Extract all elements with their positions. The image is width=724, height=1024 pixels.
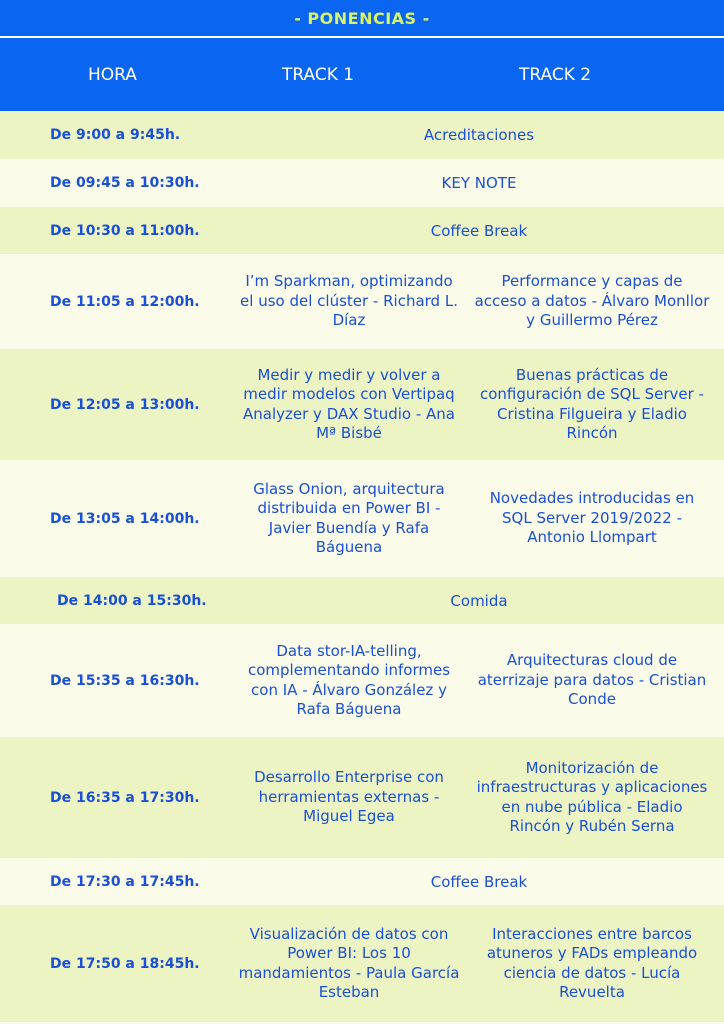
header-track2: TRACK 2: [519, 64, 592, 85]
track1-session: I’m Sparkman, optimizando el uso del clúster - Richard L. Díaz: [240, 272, 458, 330]
row-session: Coffee Break: [430, 872, 528, 891]
row-session: Comida: [450, 591, 508, 610]
table-row: [0, 577, 724, 624]
table-row: [0, 207, 724, 254]
row-time: De 10:30 a 11:00h.: [50, 222, 200, 239]
track2-session: Performance y capas de acceso a datos - Álvaro Monllor y Guillermo Pérez: [474, 272, 710, 330]
row-time: De 13:05 a 14:00h.: [50, 510, 200, 527]
table-row: [0, 460, 724, 577]
banner-title: - PONENCIAS -: [294, 8, 430, 28]
row-time: De 14:00 a 15:30h.: [57, 592, 207, 609]
row-session: Coffee Break: [430, 221, 528, 240]
track2-session: Monitorización de infraestructuras y aplicaciones en nube pública - Eladio Rincón y Rubén Serna: [476, 758, 708, 835]
row-time: De 15:35 a 16:30h.: [50, 672, 200, 689]
table-row: [0, 905, 724, 1022]
row-time: De 9:00 a 9:45h.: [50, 127, 181, 143]
row-time: De 09:45 a 10:30h.: [50, 175, 200, 191]
table-row: [0, 349, 724, 460]
row-session: KEY NOTE: [441, 174, 517, 192]
row-time: De 12:05 a 13:00h.: [50, 396, 200, 413]
table-row: [0, 737, 724, 858]
track1-session: Visualización de datos con Power BI: Los 10 mandamientos - Paula García Esteban: [238, 924, 460, 1001]
track1-session: Glass Onion, arquitectura distribuida en Power BI - Javier Buendía y Rafa Báguena: [253, 479, 445, 556]
track2-session: Interacciones entre barcos atuneros y FADs empleando ciencia de datos - Lucía Revuelta: [486, 924, 698, 1001]
track1-session: Data stor-IA-telling, complementando informes con IA - Álvaro González y Rafa Báguena: [247, 641, 451, 718]
header-track1: TRACK 1: [282, 64, 355, 85]
schedule-table: [0, 111, 724, 1022]
row-time: De 17:50 a 18:45h.: [50, 955, 200, 972]
track2-session: Buenas prácticas de configuración de SQL Server - Cristina Filgueira y Eladio Rincón: [480, 365, 704, 442]
row-time: De 16:35 a 17:30h.: [50, 789, 200, 806]
row-session: Acreditaciones: [423, 126, 535, 144]
row-time: De 17:30 a 17:45h.: [50, 873, 200, 890]
track2-session: Novedades introducidas en SQL Server 2019/2022 - Antonio Llompart: [489, 489, 695, 547]
track1-session: Desarrollo Enterprise con herramientas externas - Miguel Egea: [254, 768, 444, 826]
table-row: [0, 111, 724, 159]
table-row: [0, 858, 724, 905]
table-row: [0, 159, 724, 207]
track1-session: Medir y medir y volver a medir modelos con Vertipaq Analyzer y DAX Studio - Ana Mª Bisbé: [243, 365, 455, 442]
table-header: [0, 38, 724, 111]
table-row: [0, 624, 724, 737]
ponencias-banner: [0, 0, 724, 38]
track2-session: Arquitecturas cloud de aterrizaje para datos - Cristian Conde: [477, 651, 707, 709]
row-time: De 11:05 a 12:00h.: [50, 293, 200, 310]
table-row: [0, 254, 724, 349]
header-hora: HORA: [88, 64, 137, 85]
